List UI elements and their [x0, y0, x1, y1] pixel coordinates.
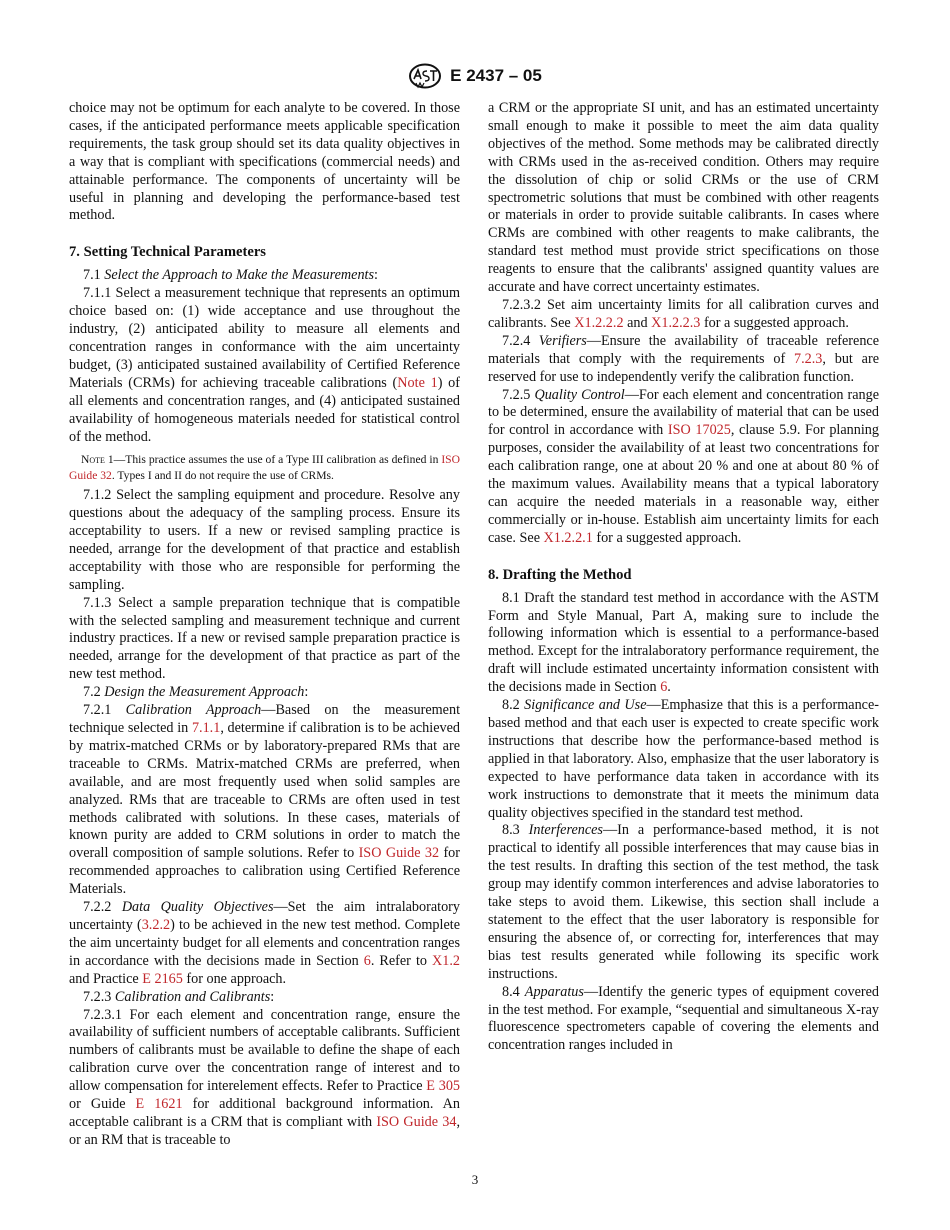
link-note-1[interactable]: Note 1 [397, 374, 438, 391]
link-section-6[interactable]: 6 [660, 679, 668, 696]
paragraph-7-1-2: 7.1.2 Select the sampling equipment and procedure. Resolve any questions about the adequacy of the sampling process. Ensure its acceptability to users. If a new or revised sampling practice is needed, arrange for the development of that practice and establish acceptability with those who are responsible for performing the sampling. [69, 487, 460, 593]
section-heading-8: 8. Drafting the Method [488, 566, 632, 583]
link-e-305[interactable]: E 305 [426, 1078, 461, 1095]
link-iso-guide-32[interactable]: ISO Guide 32 [358, 845, 440, 862]
paragraph-continuation: choice may not be optimum for each analyte to be covered. In those cases, if the anticipated performance meets applicable specification requirements, the task group should set its data quality objectives in a way that is compliant with specifications (commercial needs) and attainable performance. The components of uncertainty will be useful in planning and developing the performance-based test method. [69, 100, 460, 224]
link-7-2-3[interactable]: 7.2.3 [794, 350, 823, 367]
standard-designation: E 2437 – 05 [450, 66, 542, 85]
paragraph-8-4: 8.4 Apparatus—Identify the generic types of equipment covered in the test method. For example, “sequential and simultaneous X-ray fluorescence spectrometers capable of covering the elements and concentration ranges included in [488, 983, 879, 1054]
left-column [69, 100, 460, 1150]
section-heading-7: 7. Setting Technical Parameters [69, 244, 266, 261]
paragraph-continuation: a CRM or the appropriate SI unit, and has an estimated uncertainty small enough to make it possible to meet the aim data quality objectives of the method. Some methods may be calibrated directly with CRMs used in the as-received condition. Others may require the dissolution of chip or solid CRMs or the use of CRM spectrometric solutions that must be combined with other reagents or materials in order to provide suitable calibrants. In cases where CRMs are combined with other reagents to make calibrants, the standard test method must provide strict specifications on those reagents to ensure that the calibrants' assigned quantity values are accurate and have correct uncertainty estimates. [488, 100, 879, 296]
link-e-1621[interactable]: E 1621 [135, 1096, 183, 1113]
page-number: 3 [471, 1172, 479, 1187]
paragraph-7-1: 7.1 Select the Approach to Make the Measurements: [83, 267, 378, 284]
link-section-6[interactable]: 6 [363, 952, 371, 969]
paragraph-8-3: 8.3 Interferences—In a performance-based method, it is not practical to identify all possible interferences that may cause bias in the test results. In drafting this section of the test method, the task group may identify common interferences and advise laboratories to take steps to avoid them. Likewise, this section shall include a statement to the effect that the user laboratory is responsible for ensuring the absence of, or correcting for, interferences that may bias test results generated while following its specific work instructions. [488, 822, 879, 982]
note-1: Note 1—This practice assumes the use of a Type III calibration as defined in ISO Guide 32. Types I and II do not require the use of CRMs. [69, 453, 460, 482]
link-e-2165[interactable]: E 2165 [142, 970, 183, 987]
paragraph-8-2: 8.2 Significance and Use—Emphasize that this is a performance-based method and that each user is expected to create specific work instructions that describe how the performance-based method is applied in that laboratory. Also, emphasize that the user laboratory is expected to have performance data taken in accordance with its work instructions to demonstrate that it meets the minimum data quality objectives specified in the standard test method. [488, 697, 879, 821]
paragraph-7-2-3-2: 7.2.3.2 Set aim uncertainty limits for all calibration curves and calibrants. See X1.2.2.2 and X1.2.2.3 for a suggested approach. [488, 296, 879, 331]
paragraph-7-1-1: 7.1.1 Select a measurement technique that represents an optimum choice based on: (1) wide acceptance and use throughout the industry, (2) anticipated ability to measure all elements and concentration ranges in conformance with the aim uncertainty budget, (3) anticipated sustained availability of Certified Reference Materials (CRMs) for achieving traceable calibrations (Note 1) of all elements and concentration ranges, and (4) anticipated sustained availability of homogeneous materials needed for statistical control of the method. [69, 285, 460, 445]
link-iso-17025[interactable]: ISO 17025 [667, 422, 731, 439]
link-iso-guide-34[interactable]: ISO Guide 34 [376, 1113, 457, 1130]
paragraph-7-2: 7.2 Design the Measurement Approach: [83, 684, 309, 701]
paragraph-8-1: 8.1 Draft the standard test method in accordance with the ASTM Form and Style Manual, Part A, making sure to include the following information which is essential to a performance-based method. Except for the intralaboratory performance requirement, the draft will include estimated uncertainty information consistent with the decisions made in Section 6. [488, 589, 879, 696]
paragraph-7-2-4: 7.2.4 Verifiers—Ensure the availability of traceable reference materials that comply with the requirements of 7.2.3, but are reserved for use to independently verify the calibration function. [488, 332, 880, 385]
paragraph-7-1-3: 7.1.3 Select a sample preparation technique that is compatible with the selected sampling and measurement technique and current industry practices. If a new or revised sample preparation practice is needed, arrange for the development of that practice as part of the new test method. [69, 594, 460, 683]
link-x1-2-2-3[interactable]: X1.2.2.3 [651, 314, 701, 331]
paragraph-7-2-2: 7.2.2 Data Quality Objectives—Set the aim intralaboratory uncertainty (3.2.2) to be achieved in the new test method. Complete the aim uncertainty budget for all elements and concentration ranges in accordance with the decisions made in Section 6. Refer to X1.2 and Practice E 2165 for one approach. [69, 899, 460, 987]
astm-logo-icon [408, 63, 442, 89]
page-header [0, 63, 950, 91]
paragraph-7-2-5: 7.2.5 Quality Control—For each element and concentration range to be determined, ensure the availability of material that can be used for control in accordance with ISO 17025, clause 5.9. For planning purposes, consider the availability of at least two concentrations for each calibration range, one at about 20 % and one at about 80 % of the maximum values. Availability means that a typical laboratory can acquire the needed materials in a reasonable way, either commercially or in-house. Establish aim uncertainty limits for each case. See X1.2.2.1 for a suggested approach. [488, 386, 880, 546]
link-x1-2-2-1[interactable]: X1.2.2.1 [543, 529, 593, 546]
right-column [488, 100, 879, 1055]
link-x1-2[interactable]: X1.2 [432, 952, 460, 969]
link-x1-2-2-2[interactable]: X1.2.2.2 [574, 314, 624, 331]
paragraph-7-2-1: 7.2.1 Calibration Approach—Based on the measurement technique selected in 7.1.1, determine if calibration is to be achieved by matrix-matched CRMs or by laboratory-prepared RMs that are traceable to CRMs. Matrix-matched CRMs are preferred, when available, and are most frequently used when solid samples are analyzed. RMs that are traceable to CRMs are often used in test methods calibrated with solutions. In these cases, materials of known purity are added to CRM solutions in order to match the overall composition of sample solutions. Refer to ISO Guide 32 for recommended approaches to calibration using Certified Reference Materials. [69, 702, 461, 898]
link-iso-guide-32[interactable]: ISO Guide 32 [69, 453, 460, 482]
paragraph-7-2-3-1: 7.2.3.1 For each element and concentration range, ensure the availability of sufficient numbers of acceptable calibrants. Sufficient numbers of calibrants must be available to define the shape of each calibration curve over the concentration range of interest and to allow compensation for interelement effects. Refer to Practice E 305 or Guide E 1621 for additional background information. An acceptable calibrant is a CRM that is compliant with ISO Guide 34, or an RM that is traceable to [69, 1006, 461, 1148]
link-3-2-2[interactable]: 3.2.2 [141, 916, 171, 933]
paragraph-7-2-3: 7.2.3 Calibration and Calibrants: [83, 988, 275, 1005]
link-7-1-1[interactable]: 7.1.1 [191, 720, 221, 736]
